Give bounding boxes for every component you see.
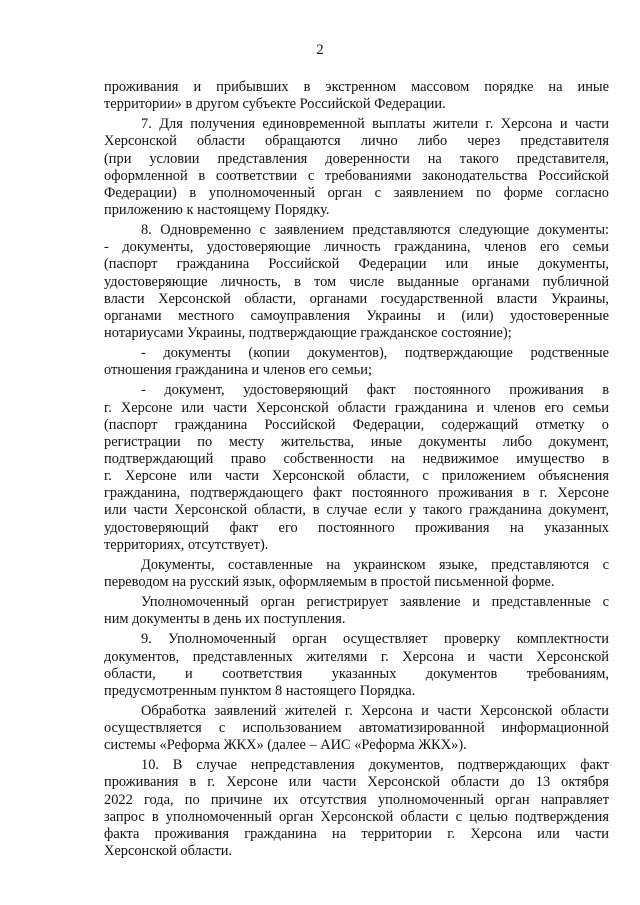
text-line: или части Херсонской области, в случае если у такого гражданина документ, <box>104 502 609 519</box>
text-line: территории» в другом субъекте Российской Федерации. <box>104 96 446 113</box>
paragraph <box>104 631 609 700</box>
paragraph <box>104 116 609 219</box>
paragraph <box>104 557 609 591</box>
text-line: удостоверяющий факт его постоянного проживания на указанных <box>104 519 609 536</box>
text-line: власти Херсонской области, органами государственной власти Украины, <box>104 290 609 307</box>
text-line: факта проживания гражданина на территории г. Херсона или части <box>104 825 609 842</box>
text-line: территориях, отсутствует). <box>104 536 269 553</box>
page-number: 2 <box>316 42 324 58</box>
text-line: запрос в уполномоченный орган Херсонской области с целью подтверждения <box>104 808 609 825</box>
paragraph <box>104 594 609 628</box>
text-line: 8. Одновременно с заявлением представляются следующие документы: <box>141 222 609 239</box>
text-line: проживания в г. Херсоне или части Херсонской области до 13 октября <box>104 774 609 791</box>
text-line: Обработка заявлений жителей г. Херсона и части Херсонской области <box>141 702 609 719</box>
text-line: регистрации по месту жительства, иные документы либо документ, <box>104 433 609 450</box>
paragraph <box>104 79 609 113</box>
text-line: Документы, составленные на украинском языке, представляются с <box>141 556 609 573</box>
text-line: приложению к настоящему Порядку. <box>104 201 330 218</box>
text-line: органами местного самоуправления Украины и (или) удостоверенные <box>104 307 609 324</box>
text-line: - документ, удостоверяющий факт постоянного проживания в <box>141 382 609 399</box>
text-line: (паспорт гражданина Российской Федерации, содержащий отметку о <box>104 416 609 433</box>
text-line: подтверждающий право собственности на недвижимое имущество в <box>104 450 609 467</box>
text-line: системы «Реформа ЖКХ» (далее – АИС «Реформа ЖКХ»). <box>104 737 467 754</box>
text-line: 9. Уполномоченный орган осуществляет проверку комплектности <box>141 631 609 648</box>
text-line: 2022 года, по причине их отсутствия уполномоченный орган направляет <box>104 791 609 808</box>
text-line: Федерации) в уполномоченный орган с заявлением по форме согласно <box>104 184 609 201</box>
text-line: (при условии представления доверенности на такого представителя, <box>104 150 609 167</box>
document-body <box>104 79 609 860</box>
text-line: Херсонской области. <box>104 843 233 860</box>
text-line: документов, представленных жителями г. Херсона и части Херсонской <box>104 648 609 665</box>
text-line: нотариусами Украины, подтверждающие гражданское состояние); <box>104 324 512 341</box>
paragraph <box>104 703 609 754</box>
text-line: г. Херсоне или части Херсонской области, с приложением объяснения <box>104 468 609 485</box>
text-line: ним документы в день их поступления. <box>104 611 346 628</box>
text-line: Херсонской области обращаются лично либо через представителя <box>104 133 609 150</box>
text-line: (паспорт гражданина Российской Федерации или иные документы, <box>104 256 609 273</box>
paragraph <box>104 222 609 342</box>
text-line: проживания и прибывших в экстренном массовом порядке на иные <box>104 79 609 95</box>
text-line: г. Херсоне или части Херсонской области гражданина и членов его семьи <box>104 399 609 416</box>
text-line: 7. Для получения единовременной выплаты жители г. Херсона и части <box>141 116 609 133</box>
text-line: осуществляется с использованием автоматизированной информационной <box>104 720 609 737</box>
text-line: - документы (копии документов), подтверждающие родственные <box>141 345 609 362</box>
text-line: переводом на русский язык, оформляемым в простой письменной форме. <box>104 573 555 590</box>
text-line: области, и соответствия указанных документов требованиям, <box>104 665 609 682</box>
text-line: - документы, удостоверяющие личность гражданина, членов его семьи <box>104 239 609 256</box>
text-line: гражданина, подтверждающего факт постоянного проживания в г. Херсоне <box>104 485 609 502</box>
text-line: оформленной в соответствии с требованиями законодательства Российской <box>104 167 609 184</box>
text-line: предусмотренным пунктом 8 настоящего Порядка. <box>104 682 416 699</box>
text-line: 10. В случае непредставления документов, подтверждающих факт <box>141 757 609 774</box>
paragraph <box>104 345 609 379</box>
text-line: отношения гражданина и членов его семьи; <box>104 362 372 379</box>
paragraph <box>104 757 609 860</box>
text-line: удостоверяющие личность, в том числе выданные органами публичной <box>104 273 609 290</box>
paragraph <box>104 382 609 553</box>
text-line: Уполномоченный орган регистрирует заявление и представленные с <box>141 594 609 611</box>
